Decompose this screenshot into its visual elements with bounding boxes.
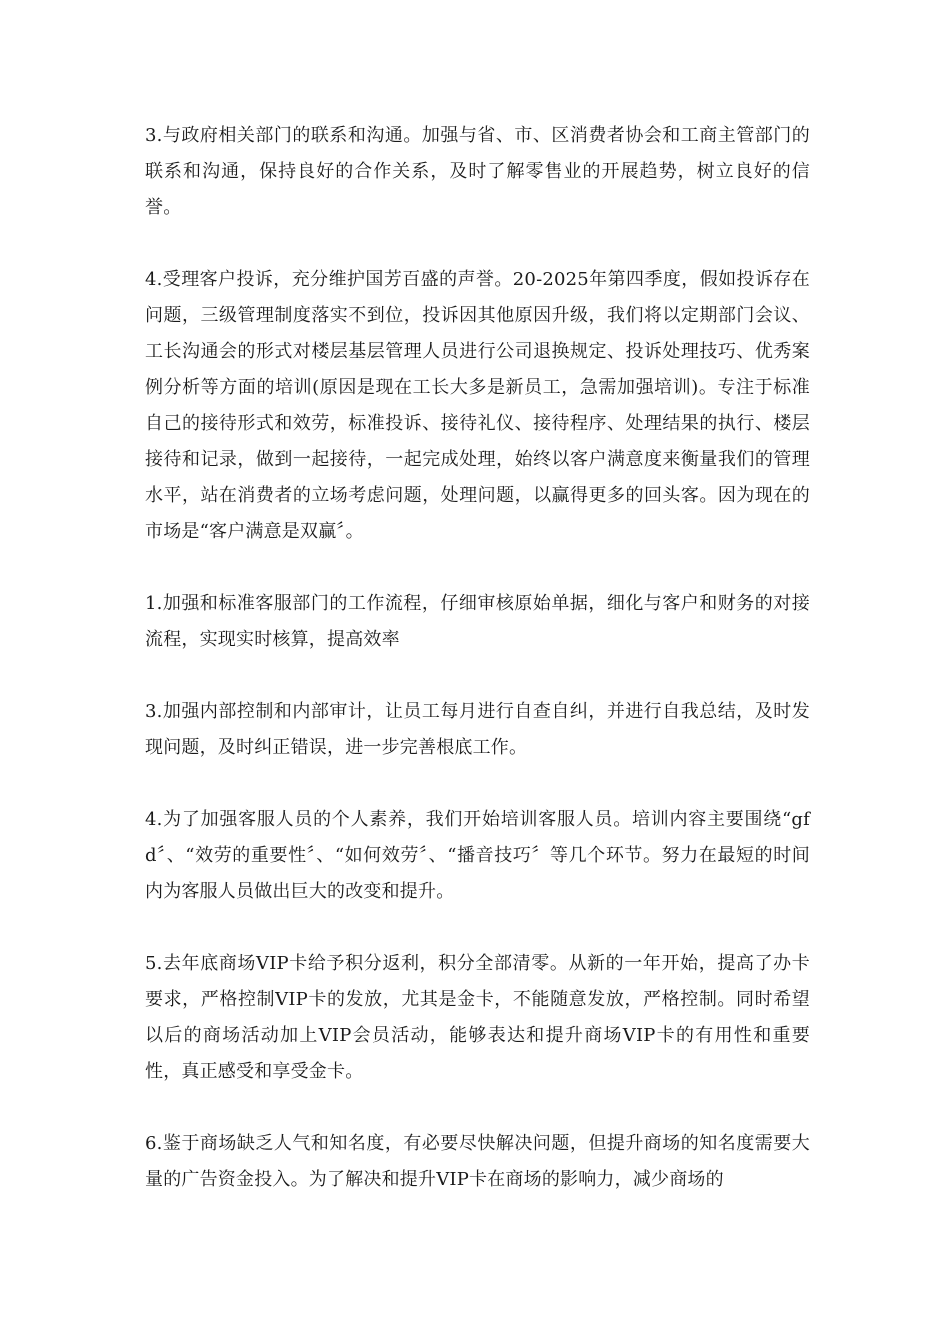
paragraph-government-liaison: 3.与政府相关部门的联系和沟通。加强与省、市、区消费者协会和工商主管部门的联系和沟通，保持良好的合作关系，及时了解零售业的开展趋势，树立良好的信誉。 (145, 125, 810, 218)
paragraph-internal-control: 3.加强内部控制和内部审计，让员工每月进行自查自纠，并进行自我总结，及时发现问题，及时纠正错误，进一步完善根底工作。 (145, 701, 810, 758)
paragraph-vip-card: 5.去年底商场VIP卡给予积分返利，积分全部清零。从新的一年开始，提高了办卡要求，严格控制VIP卡的发放，尤其是金卡，不能随意发放，严格控制。同时希望以后的商场活动加上VIP会员活动，能够表达和提升商场VIP卡的有用性和重要性，真正感受和享受金卡。 (145, 953, 810, 1082)
paragraph-staff-training: 4.为了加强客服人员的个人素养，我们开始培训客服人员。培训内容主要围绕“gfd〞、“效劳的重要性〞、“如何效劳〞、“播音技巧〞等几个环节。努力在最短的时间内为客服人员做出巨大的改变和提升。 (145, 809, 810, 902)
paragraph-complaint-handling: 4.受理客户投诉，充分维护国芳百盛的声誉。20-2025年第四季度，假如投诉存在问题，三级管理制度落实不到位，投诉因其他原因升级，我们将以定期部门会议、工长沟通会的形式对楼层基层管理人员进行公司退换规定、投诉处理技巧、优秀案例分析等方面的培训(原因是现在工长大多是新员工，急需加强培训)。专注于标准自己的接待形式和效劳，标准投诉、接待礼仪、接待程序、处理结果的执行、楼层接待和记录，做到一起接待，一起完成处理，始终以客户满意度来衡量我们的管理水平，站在消费者的立场考虑问题，处理问题，以赢得更多的回头客。因为现在的市场是“客户满意是双赢〞。 (145, 269, 810, 542)
paragraph-workflow: 1.加强和标准客服部门的工作流程，仔细审核原始单据，细化与客户和财务的对接流程，实现实时核算，提高效率 (145, 593, 810, 650)
paragraph-mall-popularity: 6.鉴于商场缺乏人气和知名度，有必要尽快解决问题，但提升商场的知名度需要大量的广告资金投入。为了解决和提升VIP卡在商场的影响力，减少商场的 (145, 1133, 810, 1190)
document-body (145, 118, 810, 1234)
